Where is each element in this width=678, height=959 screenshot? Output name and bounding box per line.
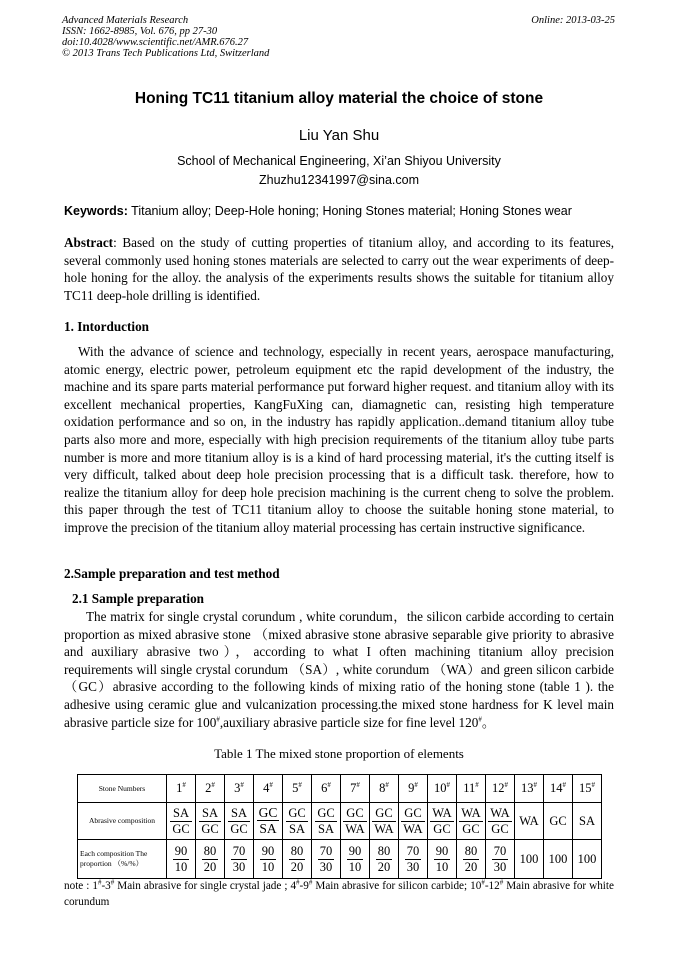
abrasive-composition-cell: $\frac{SA}{GC}$ — [196, 803, 225, 840]
proportion-cell: $\frac{90}{10}$ — [254, 840, 283, 879]
proportion-cell: $\frac{80}{20}$ — [196, 840, 225, 879]
abrasive-composition-cell: $\frac{WA}{GC}$ — [457, 803, 486, 840]
stone-number-cell: 5# — [283, 775, 312, 803]
table-row-stone-numbers — [78, 775, 602, 803]
abrasive-composition-cell: $\frac{SA}{GC}$ — [167, 803, 196, 840]
table-caption: Table 1 The mixed stone proportion of elements — [214, 746, 464, 761]
row-label-abrasive-composition: Abrasive composition — [78, 803, 167, 840]
section-heading-introduction: 1. Intorduction — [64, 319, 149, 334]
sample-preparation-body: The matrix for single crystal corundum , white corundum，the silicon carbide according to certain proportion as mixed abrasive stone （mixed abrasive stone abrasive separable give priority to abrasive and auxiliary abrasive two），according to what I often machining titanium alloy precision requirements will single crystal corundum （SA）, white corundum （WA）and green silicon carbide（GC）abrasive according to the following kinds of mixing ratio of the honing stone (table 1 ). the adhesive using ceramic glue and vulcanization processing.the mixed stone hardness for K level main abrasive particle size for 100#,auxiliary abrasive particle size for fine level 120#。 — [64, 609, 614, 730]
stone-number-cell: 3# — [225, 775, 254, 803]
email: Zhuzhu12341997@sina.com — [258, 173, 420, 187]
subsection-heading-sample-preparation: 2.1 Sample preparation — [72, 591, 205, 606]
row-label-proportion: Each composition The proportion （%/%） — [78, 840, 167, 879]
stone-number-cell: 15# — [573, 775, 602, 803]
abrasive-composition-cell: $\frac{GC}{SA}$ — [312, 803, 341, 840]
proportion-cell: $\frac{70}{30}$ — [486, 840, 515, 879]
proportion-cell: $\frac{80}{20}$ — [457, 840, 486, 879]
proportion-cell: 100 — [573, 840, 602, 879]
stone-number-cell: 6# — [312, 775, 341, 803]
proportion-cell: $\frac{90}{10}$ — [428, 840, 457, 879]
stone-number-cell: 7# — [341, 775, 370, 803]
abrasive-composition-cell: GC — [544, 803, 573, 840]
doi-line: doi:10.4028/www.scientific.net/AMR.676.27 — [62, 37, 249, 48]
proportion-cell: 100 — [515, 840, 544, 879]
mixed-stone-table — [77, 774, 602, 879]
stone-number-cell: 4# — [254, 775, 283, 803]
abrasive-composition-cell: $\frac{GC}{SA}$ — [283, 803, 312, 840]
proportion-cell: 100 — [544, 840, 573, 879]
table-row-abrasive-composition — [78, 803, 602, 840]
stone-number-cell: 11# — [457, 775, 486, 803]
proportion-cell: $\frac{80}{20}$ — [283, 840, 312, 879]
abrasive-composition-cell: $\frac{SA}{GC}$ — [225, 803, 254, 840]
table-row-proportion — [78, 840, 602, 879]
issn-line: ISSN: 1662-8985, Vol. 676, pp 27-30 — [62, 26, 218, 37]
proportion-cell: $\frac{90}{10}$ — [341, 840, 370, 879]
keywords — [64, 204, 616, 218]
abstract-label: Abstract — [64, 235, 114, 250]
stone-number-cell: 10# — [428, 775, 457, 803]
introduction-body: With the advance of science and technology, especially in recent years, aerospace manufacturing, atomic energy, electric power, petroleum equipment etc the rapid development of the industry, the machine and its spare parts material performance put forward higher request. and titanium alloy with its excellent mechanical properties, KangFuXing can, diamagnetic can, resisting high temperature oxidation performance and so on, in the industry has rapidly application..demand titanium alloy tube parts also more and more, especially with high precision requirements of the titanium alloy tube parts number is more and more titanium alloy is is a kind of hard processing material, it's the cutting itself is very difficult, talked about deep hole precision processing that is a difficult task. therefore, how to realize the titanium alloy for deep hole precision machining is the current cheng to solve the problem. this paper through the test of TC11 titanium alloy to choose the suitable honing stone material, to improve the precision of the titanium alloy material processing has certain instructive significance. — [64, 344, 614, 535]
abrasive-composition-cell: $\frac{GC}{WA}$ — [370, 803, 399, 840]
abrasive-composition-cell: SA — [573, 803, 602, 840]
stone-number-cell: 1# — [167, 775, 196, 803]
proportion-cell: $\frac{70}{30}$ — [225, 840, 254, 879]
proportion-cell: $\frac{70}{30}$ — [312, 840, 341, 879]
journal-header — [62, 15, 269, 59]
stone-number-cell: 9# — [399, 775, 428, 803]
abrasive-composition-cell: $\frac{WA}{GC}$ — [428, 803, 457, 840]
stone-number-cell: 14# — [544, 775, 573, 803]
stone-number-cell: 8# — [370, 775, 399, 803]
affiliation-block — [0, 152, 678, 190]
stone-number-cell: 12# — [486, 775, 515, 803]
table-note: note : 1#-3# Main abrasive for single crystal jade ; 4#-9# Main abrasive for silicon carbide; 10#-12# Main abrasive for white corundum — [64, 878, 614, 908]
author-name: Liu Yan Shu — [298, 127, 380, 144]
copyright-line: © 2013 Trans Tech Publications Ltd, Switzerland — [62, 48, 270, 59]
online-date: Online: 2013-03-25 — [531, 15, 615, 26]
abrasive-composition-cell: WA — [515, 803, 544, 840]
keywords-label: Keywords: — [64, 204, 128, 218]
proportion-cell: $\frac{90}{10}$ — [167, 840, 196, 879]
abrasive-composition-cell: $\frac{WA}{GC}$ — [486, 803, 515, 840]
journal-name: Advanced Materials Research — [62, 15, 189, 26]
proportion-cell: $\frac{80}{20}$ — [370, 840, 399, 879]
row-label-stone-numbers: Stone Numbers — [78, 775, 167, 803]
abrasive-composition-cell: $\frac{GC}{SA}$ — [254, 803, 283, 840]
stone-number-cell: 13# — [515, 775, 544, 803]
stone-number-cell: 2# — [196, 775, 225, 803]
abrasive-composition-cell: $\frac{GC}{WA}$ — [341, 803, 370, 840]
abstract-text: : Based on the study of cutting properties of titanium alloy, and according to its features, several commonly used honing stones materials are selected to carry out the wear experiments of deep-hole honing for the alloy. the analysis of the experiments results shows the suitable for titanium alloy TC11 deep-hole drilling is identified. — [64, 235, 614, 303]
keywords-text: Titanium alloy; Deep-Hole honing; Honing Stones material; Honing Stones wear — [127, 204, 572, 218]
affiliation: School of Mechanical Engineering, Xi’an Shiyou University — [177, 154, 501, 168]
proportion-cell: $\frac{70}{30}$ — [399, 840, 428, 879]
paper-title: Honing TC11 titanium alloy material the choice of stone — [134, 90, 544, 107]
abstract — [64, 234, 614, 304]
abrasive-composition-cell: $\frac{GC}{WA}$ — [399, 803, 428, 840]
section-heading-sample-preparation: 2.Sample preparation and test method — [64, 566, 280, 581]
